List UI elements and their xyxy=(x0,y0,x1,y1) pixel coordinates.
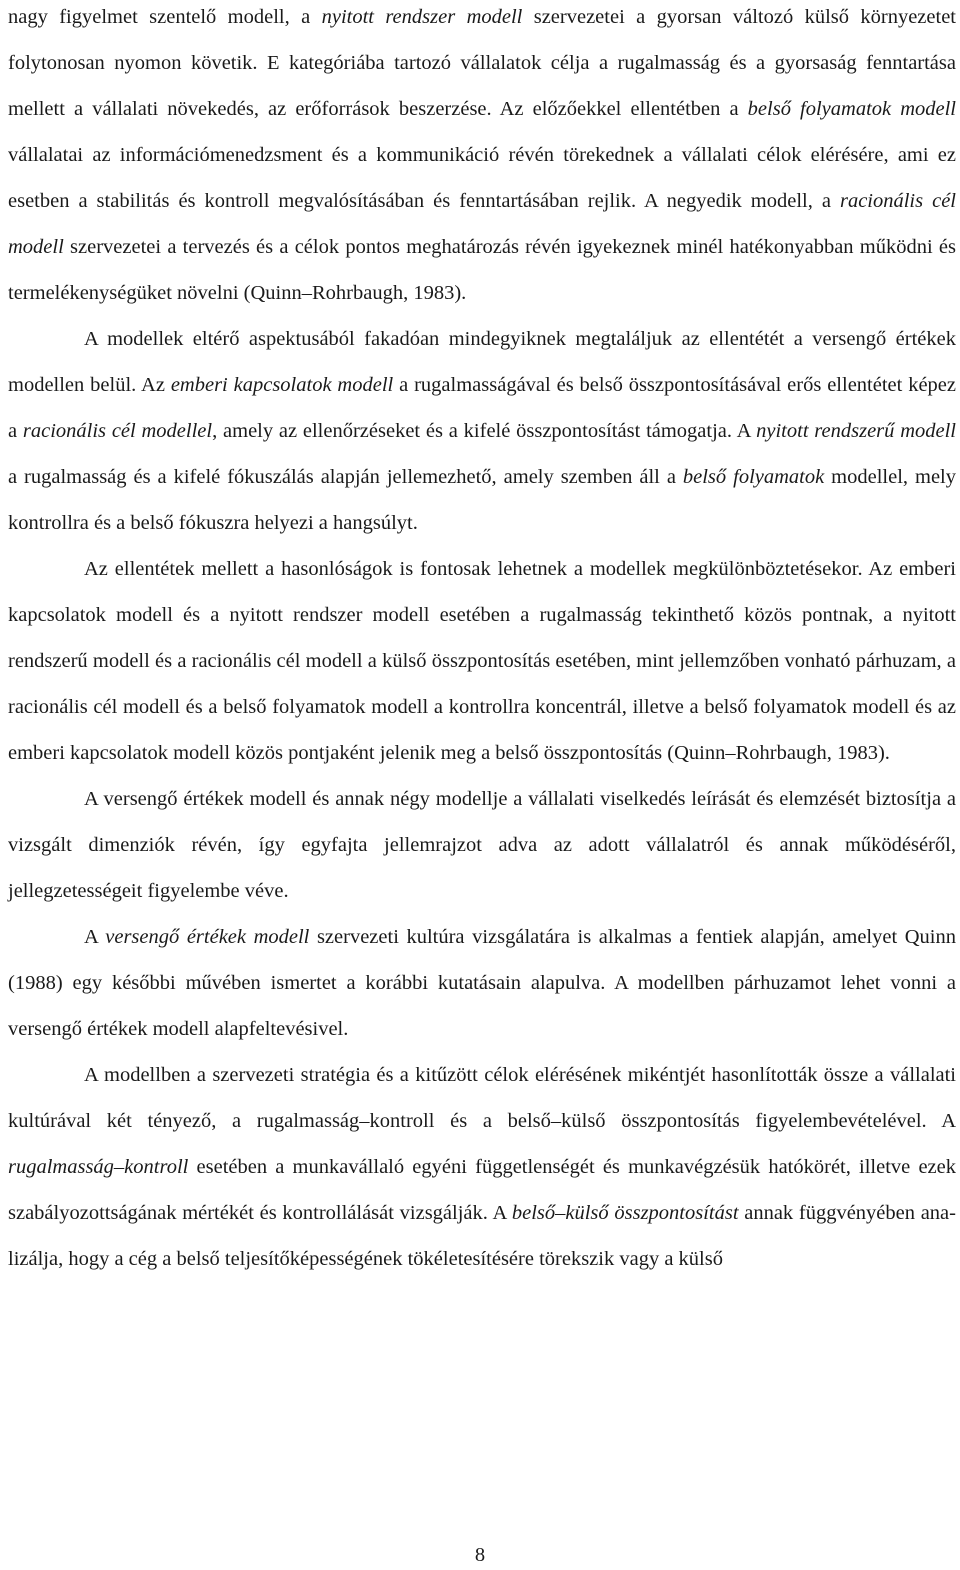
paragraph xyxy=(8,0,956,316)
italic-term: versengő értékek modell xyxy=(105,926,310,948)
text-run: szervezetei a tervezés és a célok pontos meghatározás révén igyekeznek minél hatékonyabban működni és termelékenységüket növelni (Quinn–Rohrbaugh, 1983). xyxy=(8,236,956,304)
text-run: szervezetei a gyorsan változó külső környezetet folytonosan nyomon követik. E kategóriába tartozó vállalatok célja a rugalmasság és a gyorsaság fenntartása mellett a vállalati növekedés, az erőforrások beszerzése. Az előzőekkel ellentétben a xyxy=(8,6,956,120)
paragraph xyxy=(8,1052,956,1282)
text-run: , amely az ellenőrzéseket és a kifelé összpontosítást támogatja. A xyxy=(212,420,757,442)
body-text xyxy=(8,0,956,1282)
italic-term: belső folyamatok modell xyxy=(747,98,957,120)
text-run: a rugalmasságával és belső összpontosításával erős ellentétet képez a xyxy=(8,374,957,442)
italic-term: nyitott rendszerű modell xyxy=(756,420,956,442)
text-run: A modellek eltérő aspektusából fakadóan mindegyiknek megtaláljuk az ellentétét a versengő értékek modellen belül. Az xyxy=(8,328,956,396)
text-run: esetében a munkavállaló egyéni függetlenségét és munkavégzésük hatókörét, illetve ezek szabályozottságának mértékét és kontrollálását vizsgálják. A xyxy=(8,1156,956,1224)
text-run: A modellben a szervezeti stratégia és a kitűzött célok elérésének mikéntjét hasonlították össze a vállalati kultúrával két tényező, a rugalmasság–kontroll és a belső–külső összpontosítás figyelembevételével. A xyxy=(8,1064,956,1132)
paragraph xyxy=(8,316,956,546)
italic-term: racionális cél modellel xyxy=(22,420,213,442)
text-run: A versengő értékek modell és annak négy modellje a vállalati viselkedés leírását és elemzését biztosítja a vizsgált dimenziók révén, így egyfajta jellemrajzot adva az adott vállalatról és annak működéséről, jellegzetességeit figyelembe véve. xyxy=(8,788,956,902)
text-run: nagy figyelmet szentelő modell, a xyxy=(8,6,322,28)
text-run: Az ellentétek mellett a hasonlóságok is fontosak lehetnek a modellek megkülönböztetésekor. Az emberi kapcsolatok modell és a nyitott rendszer modell esetében a rugalmasság tekinthető közös pontnak, a nyitott rendszerű modell és a racionális cél modell a külső összpontosítás esetében, mint jellemzőben vonható párhuzam, a racionális cél modell és a belső folyamatok modell a kontrollra koncentrál, illetve a belső folyamatok modell és az emberi kapcsolatok modell közös pontjaként jelenik meg a belső összpontosítás (Quinn–Rohrbaugh, 1983). xyxy=(8,558,956,764)
italic-term: rugalmasság–kontroll xyxy=(8,1156,189,1178)
paragraph xyxy=(8,546,956,776)
text-run: szervezeti kultúra vizsgálatára is alkalmas a fentiek alapján, amelyet Quinn (1988) egy későbbi művében ismertet a korábbi kutatásain alapulva. A modellben párhuzamot lehet vonni a versengő értékek modell alapfeltevésivel. xyxy=(8,926,956,1040)
paragraph xyxy=(8,776,956,914)
italic-term: nyitott rendszer modell xyxy=(321,6,523,28)
text-run: annak függvényében analizálja, hogy a cég a belső teljesítőképességének tökéletesítésére törekszik vagy a külső xyxy=(8,1202,956,1270)
italic-term: emberi kapcsolatok modell xyxy=(170,374,394,396)
text-run: a rugalmasság és a kifelé fókuszálás alapján jellemezhető, amely szemben áll a xyxy=(8,466,683,488)
text-run: modellel, mely kontrollra és a belső fókuszra helyezi a hangsúlyt. xyxy=(8,466,956,534)
text-run: vállalatai az információmenedzsment és a kommunikáció révén törekednek a vállalati célok elérésére, ami ez esetben a stabilitás és kontroll megvalósításában és fenntartásában rejlik. A negyedik modell, a xyxy=(8,144,956,212)
italic-term: racionális cél modell xyxy=(8,190,956,258)
paragraph xyxy=(8,914,956,1052)
italic-term: belső–külső összpontosítást xyxy=(511,1202,739,1224)
italic-term: belső folyamatok xyxy=(682,466,825,488)
text-run: A xyxy=(84,926,106,948)
page-number: 8 xyxy=(474,1544,486,1566)
